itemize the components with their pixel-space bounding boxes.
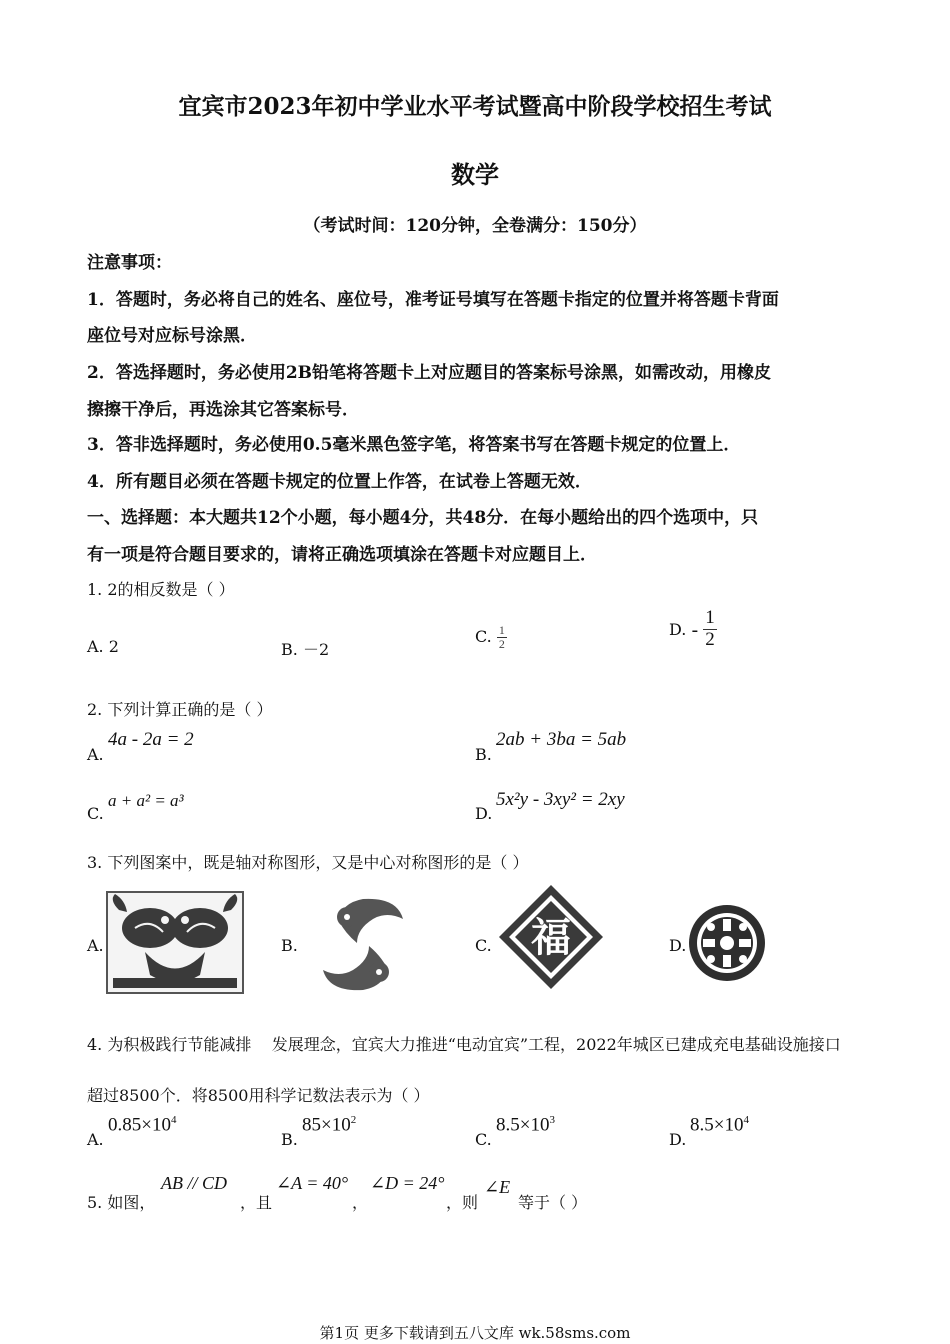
note-line: 2．答选择题时，务必使用2B铅笔将答题卡上对应题目的答案标号涂黑，如需改动，用橡皮	[87, 363, 772, 383]
q1-option-a[interactable]: A. 2	[87, 637, 119, 656]
q5-condition-parallel: AB // CD	[161, 1173, 227, 1193]
q2-option-d-expr: 5x²y - 3xy² = 2xy	[496, 789, 625, 810]
q4-stem-line2: 超过8500个．将8500用科学记数法表示为（ ）	[87, 1086, 430, 1105]
q1-c-fraction: $\frac{1}{2}$	[498, 623, 505, 652]
exam-title: 宜宾市2023年初中学业水平考试暨高中阶段学校招生考试	[178, 93, 772, 120]
q3-option-b-label[interactable]: B.	[281, 936, 298, 955]
q4-option-a-expr: $0.85\times 10^4$	[108, 1114, 177, 1136]
page-footer: 第1页 更多下载请到五八文库 wk.58sms.com	[319, 1324, 631, 1342]
q4-option-d-expr: $8.5\times 10^4$	[690, 1114, 749, 1136]
q5-sep: ，	[352, 1193, 369, 1212]
q5-condition-angle-a: ∠A = 40°	[276, 1173, 349, 1193]
q2-option-a-label[interactable]: A.	[87, 745, 104, 764]
q3-option-d-label[interactable]: D.	[669, 936, 687, 955]
note-line: 1．答题时，务必将自己的姓名、座位号，准考证号填写在答题卡指定的位置并将答题卡背面	[87, 290, 779, 310]
notes-heading: 注意事项：	[87, 253, 172, 273]
q2-option-c-expr: a + a² = a³	[108, 791, 184, 810]
q1-option-c[interactable]: C. $\frac{1}{2}$	[475, 623, 505, 652]
q1-option-b[interactable]: B. －2	[281, 640, 330, 659]
note-line: 擦擦干净后，再选涂其它答案标号．	[87, 400, 359, 420]
q4-option-b-label[interactable]: B.	[281, 1130, 298, 1149]
q5-sep: ，且	[240, 1193, 273, 1212]
q4-stem-line1: 4. 为积极践行节能减排 发展理念，宜宾大力推进“电动宜宾”工程，2022年城区已建成充电基础设施接口	[87, 1035, 841, 1054]
q1-stem: 1. 2的相反数是（ ）	[87, 580, 235, 599]
round-medallion-papercut-icon[interactable]	[687, 903, 767, 983]
q4-option-c-expr: $8.5\times 10^3$	[496, 1114, 555, 1136]
q4-option-c-label[interactable]: C.	[475, 1130, 492, 1149]
q5-suffix: 等于（ ）	[518, 1193, 588, 1212]
section-heading-cont: 有一项是符合题目要求的，请将正确选项填涂在答题卡对应题目上．	[87, 545, 597, 565]
note-line: 4．所有题目必须在答题卡规定的位置上作答，在试卷上答题无效．	[87, 472, 592, 492]
q4-option-a-label[interactable]: A.	[87, 1130, 104, 1149]
note-line: 3．答非选择题时，务必使用0.5毫米黑色签字笔，将答案书写在答题卡规定的位置上．	[87, 435, 741, 455]
q2-option-a-expr: 4a - 2a = 2	[108, 729, 194, 750]
q1-d-fraction: $\frac{1}{2}$	[705, 607, 715, 650]
q3-option-c-label[interactable]: C.	[475, 936, 492, 955]
note-line: 座位号对应标号涂黑．	[87, 326, 257, 346]
q2-option-b-label[interactable]: B.	[475, 745, 492, 764]
svg-text:福: 福	[531, 915, 571, 961]
q5-sep: ，则	[446, 1193, 479, 1212]
q2-option-d-label[interactable]: D.	[475, 804, 493, 823]
q5-condition-angle-d: ∠D = 24°	[370, 1173, 445, 1193]
q2-option-c-label[interactable]: C.	[87, 804, 104, 823]
swirl-fish-papercut-icon[interactable]	[317, 893, 409, 996]
q3-stem: 3. 下列图案中，既是轴对称图形，又是中心对称图形的是（ ）	[87, 853, 529, 872]
q5-prefix: 5. 如图，	[87, 1193, 156, 1212]
fish-pair-papercut-icon[interactable]	[105, 890, 245, 995]
fu-character-diamond-icon[interactable]	[497, 883, 605, 991]
q5-target-angle: ∠E	[484, 1177, 511, 1197]
q3-option-a-label[interactable]: A.	[87, 936, 104, 955]
q2-option-b-expr: 2ab + 3ba = 5ab	[496, 729, 627, 750]
section-heading: 一、选择题：本大题共12个小题，每小题4分，共48分．在每小题给出的四个选项中，只	[87, 508, 759, 528]
q4-option-d-label[interactable]: D.	[669, 1130, 687, 1149]
q4-option-b-expr: $85\times 10^2$	[302, 1114, 357, 1136]
q2-stem: 2. 下列计算正确的是（ ）	[87, 700, 273, 719]
exam-info: （考试时间：120分钟，全卷满分：150分）	[303, 216, 647, 236]
subject-title: 数学	[451, 160, 499, 189]
q1-option-d[interactable]: D. - $\frac{1}{2}$	[669, 607, 715, 650]
